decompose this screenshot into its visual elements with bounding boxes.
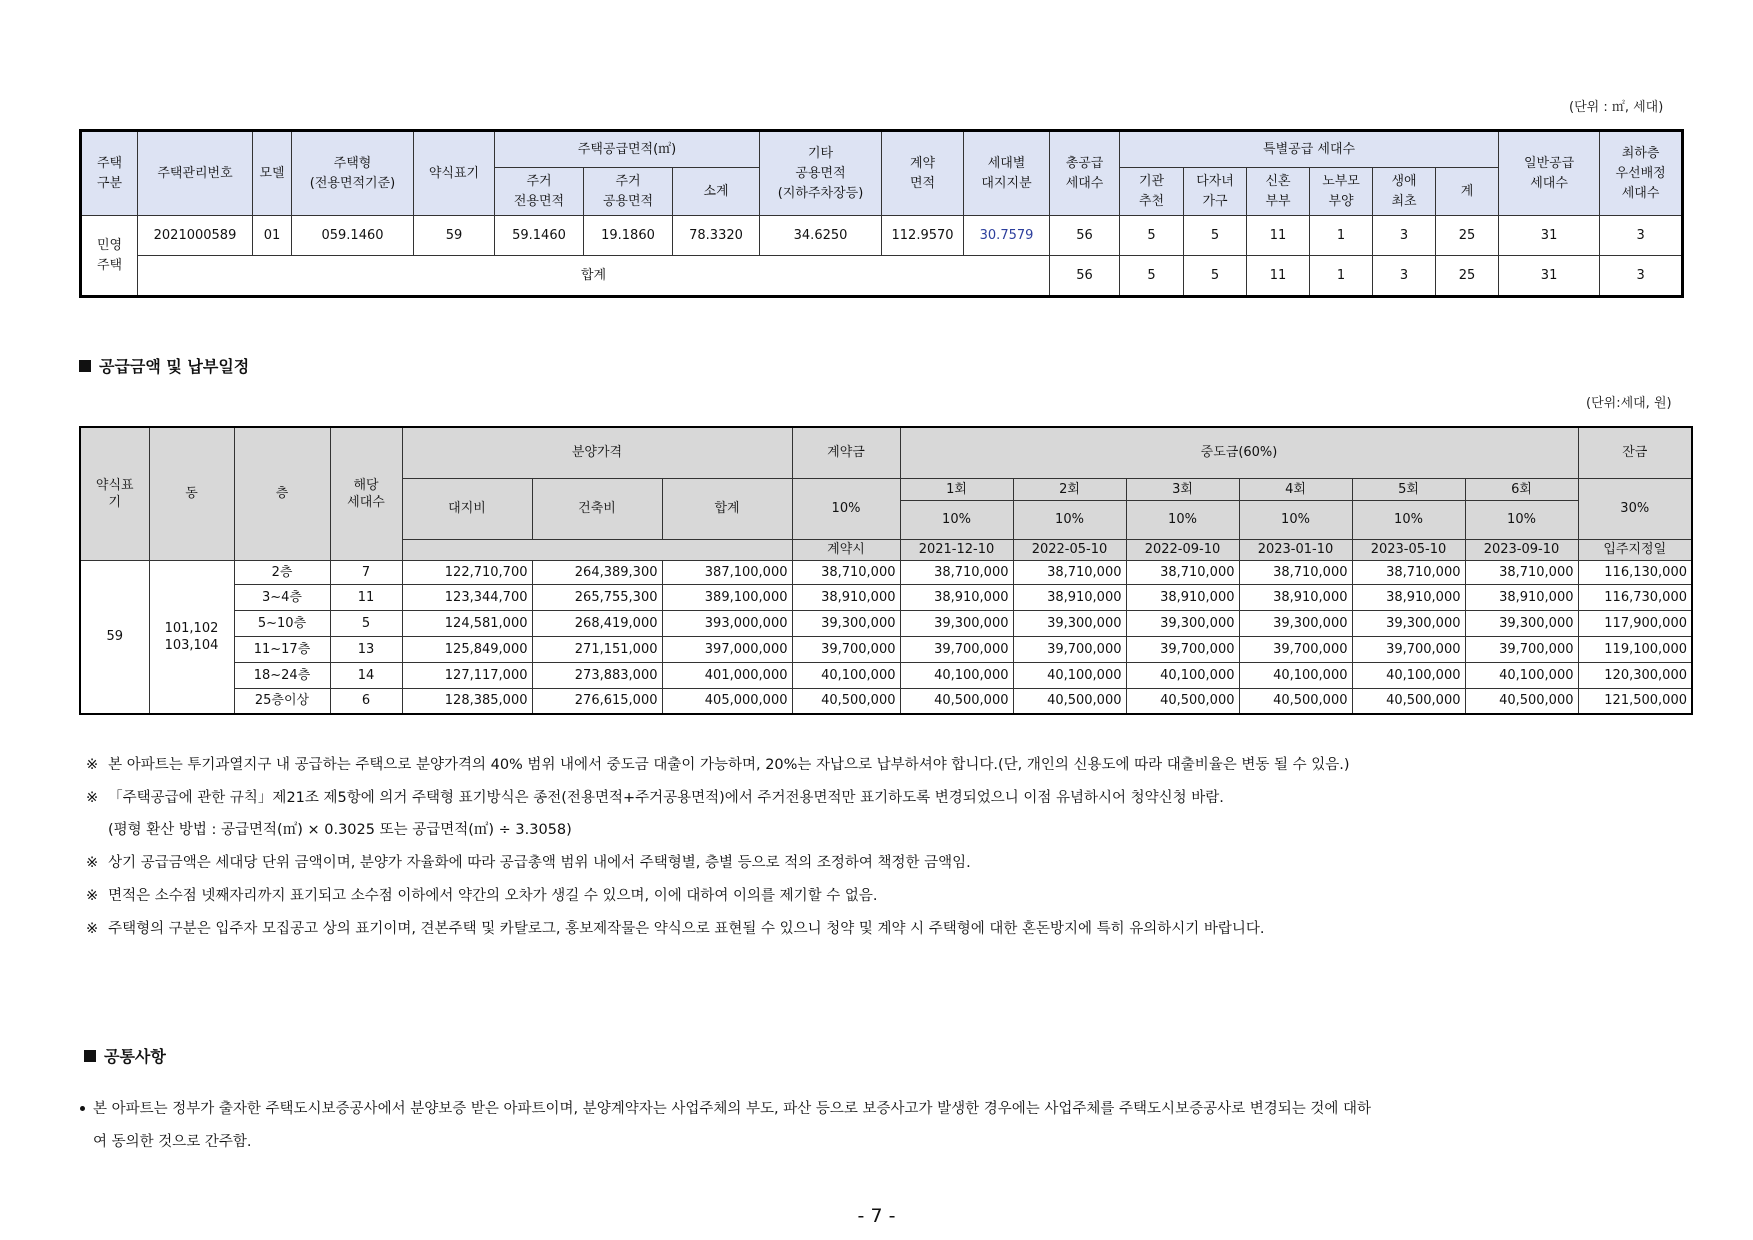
hdr2-price: 분양가격 xyxy=(402,427,792,478)
section-title-common: 공통사항 xyxy=(84,1044,166,1067)
cell-m6: 38,710,000 xyxy=(1465,560,1578,584)
cell-sum: 25 xyxy=(1436,216,1499,256)
common-item-1-cont: 여 동의한 것으로 간주함. xyxy=(93,1134,252,1150)
cell-multi: 5 xyxy=(1184,216,1247,256)
cell-exclusive: 59.1460 xyxy=(495,216,584,256)
page-number: - 7 - xyxy=(857,1205,896,1227)
cell-general: 31 xyxy=(1499,216,1600,256)
hdr2-balance-pct: 30% xyxy=(1578,478,1692,539)
hdr-newlywed: 신혼 부부 xyxy=(1247,168,1310,216)
cell-private-housing: 민영 주택 xyxy=(81,216,138,297)
cell-units: 6 xyxy=(330,688,402,714)
note-4: ※ 면적은 소수점 넷째자리까지 표기되고 소수점 이하에서 약간의 오차가 생길 수 있으며, 이에 대하여 이의를 제기할 수 없음. xyxy=(86,888,878,904)
cell-m4: 39,700,000 xyxy=(1239,636,1352,662)
cell-units: 13 xyxy=(330,636,402,662)
cell-total: 56 xyxy=(1050,216,1120,256)
cell-m2: 38,710,000 xyxy=(1013,560,1126,584)
cell-m1: 40,500,000 xyxy=(900,688,1013,714)
cell-m5: 39,700,000 xyxy=(1352,636,1465,662)
cell-deposit: 40,500,000 xyxy=(792,688,900,714)
cell-land: 128,385,000 xyxy=(402,688,532,714)
cell-deposit: 40,100,000 xyxy=(792,662,900,688)
hdr-land-share: 세대별 대지지분 xyxy=(964,131,1050,216)
unit-label-price: (단위:세대, 원) xyxy=(1586,396,1672,411)
hdr2-m1-label: 1회 xyxy=(900,478,1013,500)
cell-lowest: 3 xyxy=(1600,216,1683,256)
hdr-house-type: 주택 구분 xyxy=(81,131,138,216)
cell-m4: 40,500,000 xyxy=(1239,688,1352,714)
cell-model: 01 xyxy=(253,216,292,256)
cell-m1: 39,700,000 xyxy=(900,636,1013,662)
price-schedule-table xyxy=(79,426,1693,715)
cell-m1: 39,300,000 xyxy=(900,610,1013,636)
cell-dong: 101,102 103,104 xyxy=(149,560,234,714)
cell-total: 387,100,000 xyxy=(662,560,792,584)
cell-m3: 39,700,000 xyxy=(1126,636,1239,662)
cell-total: 401,000,000 xyxy=(662,662,792,688)
cell-build: 268,419,000 xyxy=(532,610,662,636)
cell-inst: 5 xyxy=(1120,216,1184,256)
cell-parent: 1 xyxy=(1310,216,1373,256)
cell-build: 273,883,000 xyxy=(532,662,662,688)
cell-contract: 112.9570 xyxy=(882,216,964,256)
hdr-common-area: 주거 공용면적 xyxy=(584,168,673,216)
cell-land: 127,117,000 xyxy=(402,662,532,688)
hdr2-m1-pct: 10% xyxy=(900,500,1013,539)
cell-mgmt-no: 2021000589 xyxy=(138,216,253,256)
cell-land: 122,710,700 xyxy=(402,560,532,584)
hdr2-floor: 층 xyxy=(234,427,330,560)
cell-short: 59 xyxy=(414,216,495,256)
unit-label-area: (단위 : ㎡, 세대) xyxy=(1569,100,1664,115)
hdr-multi-child: 다자녀 가구 xyxy=(1184,168,1247,216)
hdr-subtotal: 소계 xyxy=(673,168,760,216)
hdr-mgmt-no: 주택관리번호 xyxy=(138,131,253,216)
hdr-lowest-floor: 최하층 우선배정 세대수 xyxy=(1600,131,1683,216)
cell-balance: 121,500,000 xyxy=(1578,688,1692,714)
cell-balance: 117,900,000 xyxy=(1578,610,1692,636)
cell-total: 393,000,000 xyxy=(662,610,792,636)
hdr2-build: 건축비 xyxy=(532,478,662,539)
hdr2-balance-when: 입주지정일 xyxy=(1578,539,1692,560)
total-sum: 25 xyxy=(1436,256,1499,297)
hdr-short-notation: 약식표기 xyxy=(414,131,495,216)
note-2: ※ 「주택공급에 관한 규칙」제21조 제5항에 의거 주택형 표기방식은 종전(전용면적+주거공용면적)에서 주거전용면적만 표기하도록 변경되었으니 이점 유념하시어 청약신청 바람. xyxy=(86,790,1224,806)
cell-m3: 39,300,000 xyxy=(1126,610,1239,636)
cell-units: 11 xyxy=(330,584,402,610)
cell-units: 5 xyxy=(330,610,402,636)
hdr-general-supply: 일반공급 세대수 xyxy=(1499,131,1600,216)
cell-land: 125,849,000 xyxy=(402,636,532,662)
hdr2-middle: 중도금(60%) xyxy=(900,427,1578,478)
hdr2-units: 해당 세대수 xyxy=(330,427,402,560)
cell-housing-type: 059.1460 xyxy=(292,216,414,256)
hdr2-deposit: 계약금 xyxy=(792,427,900,478)
table-row xyxy=(80,584,1692,610)
table-row xyxy=(80,560,1692,584)
total-parent: 1 xyxy=(1310,256,1373,297)
cell-build: 271,151,000 xyxy=(532,636,662,662)
cell-m6: 39,700,000 xyxy=(1465,636,1578,662)
cell-land: 123,344,700 xyxy=(402,584,532,610)
cell-m2: 40,100,000 xyxy=(1013,662,1126,688)
hdr-housing-type: 주택형 (전용면적기준) xyxy=(292,131,414,216)
cell-m3: 40,500,000 xyxy=(1126,688,1239,714)
hdr-model: 모델 xyxy=(253,131,292,216)
hdr-exclusive-area: 주거 전용면적 xyxy=(495,168,584,216)
cell-m3: 38,910,000 xyxy=(1126,584,1239,610)
hdr2-m3-pct: 10% xyxy=(1126,500,1239,539)
hdr2-m4-date: 2023-01-10 xyxy=(1239,539,1352,560)
cell-m5: 38,710,000 xyxy=(1352,560,1465,584)
cell-m5: 40,100,000 xyxy=(1352,662,1465,688)
cell-subtotal: 78.3320 xyxy=(673,216,760,256)
hdr2-m1-date: 2021-12-10 xyxy=(900,539,1013,560)
cell-m6: 40,100,000 xyxy=(1465,662,1578,688)
cell-build: 265,755,300 xyxy=(532,584,662,610)
total-inst: 5 xyxy=(1120,256,1184,297)
cell-short-notation: 59 xyxy=(80,560,149,714)
cell-common: 19.1860 xyxy=(584,216,673,256)
cell-deposit: 38,710,000 xyxy=(792,560,900,584)
cell-total: 405,000,000 xyxy=(662,688,792,714)
cell-newly: 11 xyxy=(1247,216,1310,256)
hdr2-landcost: 대지비 xyxy=(402,478,532,539)
cell-m2: 39,300,000 xyxy=(1013,610,1126,636)
cell-m4: 38,710,000 xyxy=(1239,560,1352,584)
hdr2-dong: 동 xyxy=(149,427,234,560)
hdr2-m4-label: 4회 xyxy=(1239,478,1352,500)
table-row xyxy=(80,662,1692,688)
hdr-special-sum: 계 xyxy=(1436,168,1499,216)
hdr-contract-area: 계약 면적 xyxy=(882,131,964,216)
cell-m3: 38,710,000 xyxy=(1126,560,1239,584)
hdr2-m5-date: 2023-05-10 xyxy=(1352,539,1465,560)
cell-deposit: 39,700,000 xyxy=(792,636,900,662)
cell-other: 34.6250 xyxy=(760,216,882,256)
cell-m2: 39,700,000 xyxy=(1013,636,1126,662)
cell-m5: 39,300,000 xyxy=(1352,610,1465,636)
hdr-supply-area: 주택공급면적(㎡) xyxy=(495,131,760,168)
hdr2-total: 합계 xyxy=(662,478,792,539)
cell-m5: 40,500,000 xyxy=(1352,688,1465,714)
hdr-total-supply: 총공급 세대수 xyxy=(1050,131,1120,216)
hdr-other-common: 기타 공용면적 (지하주차장등) xyxy=(760,131,882,216)
cell-balance: 119,100,000 xyxy=(1578,636,1692,662)
cell-floor: 25층이상 xyxy=(234,688,330,714)
total-supply: 56 xyxy=(1050,256,1120,297)
hdr2-balance: 잔금 xyxy=(1578,427,1692,478)
note-2-detail: (평형 환산 방법 : 공급면적(㎡) × 0.3025 또는 공급면적(㎡) ÷ 3.3058) xyxy=(108,822,572,838)
total-first: 3 xyxy=(1373,256,1436,297)
cell-m6: 39,300,000 xyxy=(1465,610,1578,636)
hdr-special-supply: 특별공급 세대수 xyxy=(1120,131,1499,168)
cell-floor: 3~4층 xyxy=(234,584,330,610)
cell-total-label: 합계 xyxy=(138,256,1050,297)
common-item-1: 본 아파트는 정부가 출자한 주택도시보증공사에서 분양보증 받은 아파트이며, 분양계약자는 사업주체의 부도, 파산 등으로 보증사고가 발생한 경우에는 사업주체를 주택도시보증공사로 변경되는 것에 대하 xyxy=(80,1099,1371,1119)
cell-m2: 38,910,000 xyxy=(1013,584,1126,610)
cell-floor: 5~10층 xyxy=(234,610,330,636)
cell-floor: 2층 xyxy=(234,560,330,584)
note-3: ※ 상기 공급금액은 세대당 단위 금액이며, 분양가 자율화에 따라 공급총액 범위 내에서 주택형별, 층별 등으로 적의 조정하여 책정한 금액임. xyxy=(86,855,971,871)
total-multi: 5 xyxy=(1184,256,1247,297)
cell-balance: 116,730,000 xyxy=(1578,584,1692,610)
cell-build: 276,615,000 xyxy=(532,688,662,714)
cell-land: 124,581,000 xyxy=(402,610,532,636)
cell-units: 7 xyxy=(330,560,402,584)
hdr2-m4-pct: 10% xyxy=(1239,500,1352,539)
cell-m5: 38,910,000 xyxy=(1352,584,1465,610)
note-1: ※ 본 아파트는 투기과열지구 내 공급하는 주택으로 분양가격의 40% 범위 내에서 중도금 대출이 가능하며, 20%는 자납으로 납부하셔야 합니다.(단, 개인의 신용도에 따라 대출비율은 변동 될 수 있음.) xyxy=(86,757,1350,773)
cell-m4: 38,910,000 xyxy=(1239,584,1352,610)
cell-m6: 40,500,000 xyxy=(1465,688,1578,714)
total-newly: 11 xyxy=(1247,256,1310,297)
cell-units: 14 xyxy=(330,662,402,688)
hdr-elderly-parent: 노부모 부양 xyxy=(1310,168,1373,216)
housing-supply-table xyxy=(79,129,1684,298)
table-row xyxy=(80,688,1692,714)
cell-total: 389,100,000 xyxy=(662,584,792,610)
hdr-first-home: 생애 최초 xyxy=(1373,168,1436,216)
hdr2-m5-label: 5회 xyxy=(1352,478,1465,500)
hdr2-m3-label: 3회 xyxy=(1126,478,1239,500)
hdr-institution: 기관 추천 xyxy=(1120,168,1184,216)
cell-m3: 40,100,000 xyxy=(1126,662,1239,688)
section-title-price: 공급금액 및 납부일정 xyxy=(79,354,249,377)
cell-m1: 38,710,000 xyxy=(900,560,1013,584)
cell-deposit: 38,910,000 xyxy=(792,584,900,610)
table-row xyxy=(80,636,1692,662)
hdr2-m3-date: 2022-09-10 xyxy=(1126,539,1239,560)
bullet-dot-icon xyxy=(80,1106,85,1111)
cell-m1: 38,910,000 xyxy=(900,584,1013,610)
cell-balance: 116,130,000 xyxy=(1578,560,1692,584)
cell-total: 397,000,000 xyxy=(662,636,792,662)
total-lowest: 3 xyxy=(1600,256,1683,297)
cell-floor: 18~24층 xyxy=(234,662,330,688)
total-general: 31 xyxy=(1499,256,1600,297)
square-bullet-icon xyxy=(79,360,91,372)
hdr2-m6-date: 2023-09-10 xyxy=(1465,539,1578,560)
cell-deposit: 39,300,000 xyxy=(792,610,900,636)
cell-build: 264,389,300 xyxy=(532,560,662,584)
hdr2-m6-label: 6회 xyxy=(1465,478,1578,500)
square-bullet-icon xyxy=(84,1050,96,1062)
cell-m1: 40,100,000 xyxy=(900,662,1013,688)
cell-first: 3 xyxy=(1373,216,1436,256)
note-5: ※ 주택형의 구분은 입주자 모집공고 상의 표기이며, 견본주택 및 카탈로그, 홍보제작물은 약식으로 표현될 수 있으니 청약 및 계약 시 주택형에 대한 혼돈방지에 특히 유의하시기 바랍니다. xyxy=(86,921,1265,937)
hdr2-deposit-when: 계약시 xyxy=(792,539,900,560)
hdr2-m6-pct: 10% xyxy=(1465,500,1578,539)
cell-land-share: 30.7579 xyxy=(964,216,1050,256)
cell-floor: 11~17층 xyxy=(234,636,330,662)
hdr2-deposit-pct: 10% xyxy=(792,478,900,539)
hdr2-m2-label: 2회 xyxy=(1013,478,1126,500)
hdr2-price-empty xyxy=(402,539,792,560)
hdr2-m2-pct: 10% xyxy=(1013,500,1126,539)
hdr2-m5-pct: 10% xyxy=(1352,500,1465,539)
cell-balance: 120,300,000 xyxy=(1578,662,1692,688)
hdr2-m2-date: 2022-05-10 xyxy=(1013,539,1126,560)
cell-m4: 40,100,000 xyxy=(1239,662,1352,688)
hdr2-short: 약식표 기 xyxy=(80,427,149,560)
cell-m2: 40,500,000 xyxy=(1013,688,1126,714)
cell-m6: 38,910,000 xyxy=(1465,584,1578,610)
table-row xyxy=(80,610,1692,636)
cell-m4: 39,300,000 xyxy=(1239,610,1352,636)
